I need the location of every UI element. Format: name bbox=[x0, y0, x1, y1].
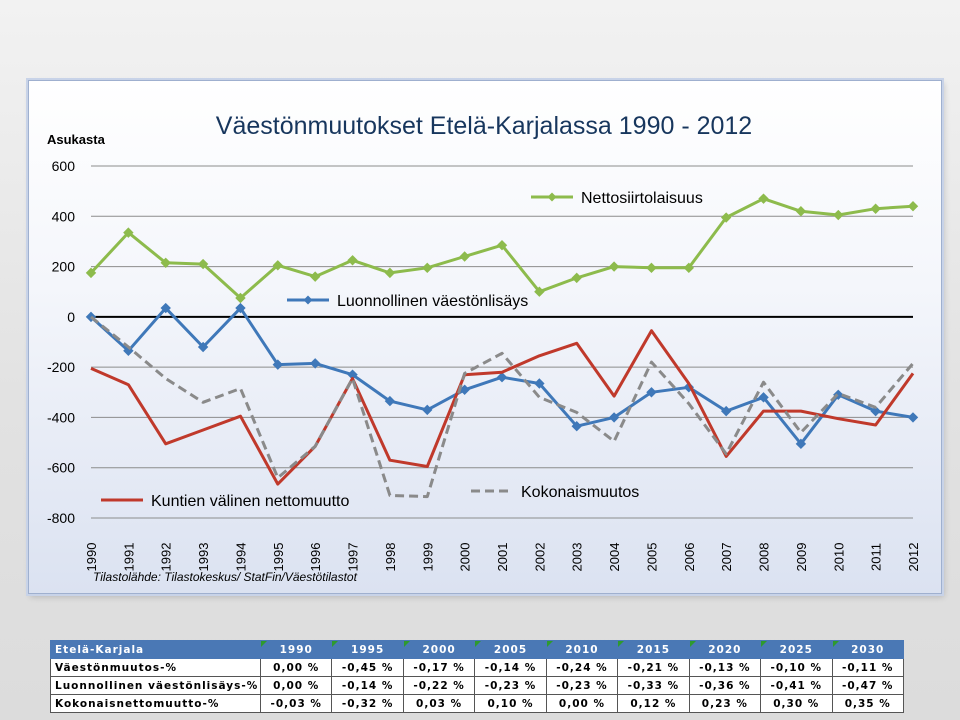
y-tick-label: -800 bbox=[46, 510, 75, 526]
x-tick-label: 1996 bbox=[308, 542, 324, 572]
table-cell: -0,47 % bbox=[832, 677, 904, 695]
table-header-cell: Etelä-Karjala bbox=[51, 641, 261, 659]
x-tick-label: 2006 bbox=[681, 542, 697, 572]
table-cell: -0,33 % bbox=[618, 677, 689, 695]
table-cell: 0,00 % bbox=[261, 659, 332, 677]
table-cell: -0,14 % bbox=[475, 659, 546, 677]
x-tick-label: 1992 bbox=[158, 542, 174, 572]
x-tick-label: 2009 bbox=[793, 542, 809, 572]
legend-label-3: Kokonaismuutos bbox=[521, 484, 640, 501]
forecast-table-wrap bbox=[50, 640, 904, 713]
table-cell: -0,13 % bbox=[689, 659, 760, 677]
legend-marker-1 bbox=[304, 296, 313, 305]
table-header-row bbox=[51, 641, 904, 659]
y-tick-label: 0 bbox=[67, 308, 75, 325]
x-tick-label: 1995 bbox=[270, 542, 286, 572]
table-header-cell: 2015 bbox=[618, 641, 689, 659]
data-point bbox=[572, 273, 581, 282]
y-tick-label: 600 bbox=[51, 158, 75, 174]
x-tick-label: 2012 bbox=[906, 542, 921, 572]
legend-label-1: Luonnollinen väestönlisäys bbox=[337, 293, 529, 310]
x-tick-label: 2001 bbox=[495, 542, 510, 572]
table-cell: 0,03 % bbox=[403, 695, 474, 713]
table-cell: Kokonaisnettomuutto-% bbox=[51, 695, 261, 713]
chart-title: Väestönmuutokset Etelä-Karjalassa 1990 - 2012 bbox=[215, 112, 753, 140]
table-cell: -0,23 % bbox=[546, 677, 617, 695]
x-tick-label: 2002 bbox=[532, 542, 548, 572]
data-point bbox=[460, 252, 469, 261]
table-cell: -0,41 % bbox=[761, 677, 832, 695]
data-point bbox=[423, 263, 432, 272]
forecast-table bbox=[50, 640, 904, 713]
data-point bbox=[610, 262, 619, 271]
x-tick-label: 1998 bbox=[382, 542, 398, 572]
data-point bbox=[834, 211, 843, 220]
x-tick-label: 2000 bbox=[457, 542, 473, 572]
table-cell: 0,23 % bbox=[689, 695, 760, 713]
legend-label-2: Kuntien välinen nettomuutto bbox=[151, 493, 350, 510]
x-tick-label: 2004 bbox=[607, 542, 623, 572]
table-header-cell: 2025 bbox=[761, 641, 832, 659]
data-point bbox=[909, 202, 918, 211]
data-point bbox=[348, 256, 357, 265]
table-cell: -0,21 % bbox=[618, 659, 689, 677]
data-point bbox=[909, 413, 918, 422]
x-tick-label: 1993 bbox=[196, 542, 212, 572]
table-row bbox=[51, 677, 904, 695]
x-tick-label: 1991 bbox=[121, 542, 137, 572]
table-header-cell: 2020 bbox=[689, 641, 760, 659]
x-tick-label: 2010 bbox=[831, 542, 847, 572]
data-point bbox=[796, 207, 805, 216]
x-tick-label: 2011 bbox=[868, 543, 884, 571]
x-tick-label: 1990 bbox=[84, 542, 99, 572]
table-row bbox=[51, 695, 904, 713]
chart-svg bbox=[29, 81, 941, 593]
data-point bbox=[311, 359, 320, 368]
table-cell: -0,36 % bbox=[689, 677, 760, 695]
chart-frame bbox=[28, 80, 942, 594]
table-cell: -0,14 % bbox=[332, 677, 403, 695]
y-tick-label: -400 bbox=[46, 409, 75, 426]
source-note: Tilastolähde: Tilastokeskus/ StatFin/Väestötilastot bbox=[93, 570, 357, 584]
table-cell: -0,10 % bbox=[761, 659, 832, 677]
y-axis-label: Asukasta bbox=[47, 132, 105, 147]
data-point bbox=[498, 373, 507, 382]
table-cell: 0,00 % bbox=[261, 677, 332, 695]
x-tick-label: 1999 bbox=[420, 542, 436, 572]
table-cell: -0,32 % bbox=[332, 695, 403, 713]
table-cell: -0,11 % bbox=[832, 659, 904, 677]
table-row bbox=[51, 659, 904, 677]
table-cell: -0,45 % bbox=[332, 659, 403, 677]
table-cell: 0,10 % bbox=[475, 695, 546, 713]
table-cell: -0,22 % bbox=[403, 677, 474, 695]
table-header-cell: 1995 bbox=[332, 641, 403, 659]
table-cell: -0,17 % bbox=[403, 659, 474, 677]
table-cell: -0,23 % bbox=[475, 677, 546, 695]
table-cell: 0,00 % bbox=[546, 695, 617, 713]
table-cell: Väestönmuutos-% bbox=[51, 659, 261, 677]
table-cell: 0,30 % bbox=[761, 695, 832, 713]
x-tick-label: 2005 bbox=[644, 542, 660, 572]
table-header-cell: 2030 bbox=[832, 641, 904, 659]
y-tick-label: -200 bbox=[46, 359, 75, 376]
data-point bbox=[311, 272, 320, 281]
series-line-3 bbox=[91, 317, 913, 497]
data-point bbox=[647, 263, 656, 272]
y-tick-label: 200 bbox=[51, 258, 75, 275]
legend-marker-0 bbox=[548, 193, 557, 202]
table-cell: 0,35 % bbox=[832, 695, 904, 713]
table-header-cell: 2010 bbox=[546, 641, 617, 659]
x-tick-label: 2007 bbox=[719, 542, 735, 572]
table-cell: -0,03 % bbox=[261, 695, 332, 713]
data-point bbox=[871, 204, 880, 213]
y-tick-label: -600 bbox=[46, 459, 75, 476]
y-tick-label: 400 bbox=[51, 208, 75, 225]
x-tick-label: 1994 bbox=[233, 542, 249, 572]
data-point bbox=[385, 268, 394, 277]
table-header-cell: 2005 bbox=[475, 641, 546, 659]
legend-label-0: Nettosiirtolaisuus bbox=[581, 190, 703, 207]
x-tick-label: 2003 bbox=[569, 542, 585, 572]
table-header-cell: 2000 bbox=[403, 641, 474, 659]
table-cell: 0,12 % bbox=[618, 695, 689, 713]
x-tick-label: 1997 bbox=[345, 542, 361, 572]
table-cell: -0,24 % bbox=[546, 659, 617, 677]
x-tick-label: 2008 bbox=[756, 542, 772, 572]
table-header-cell: 1990 bbox=[261, 641, 332, 659]
table-cell: Luonnollinen väestönlisäys-% bbox=[51, 677, 261, 695]
